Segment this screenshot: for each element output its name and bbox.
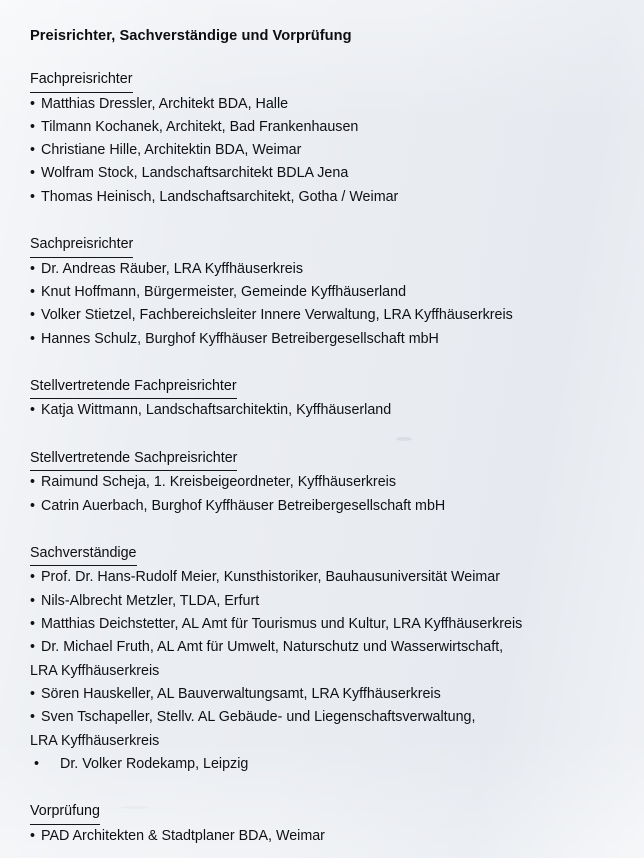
bullet-glyph: • <box>30 402 36 419</box>
list-item <box>30 636 644 683</box>
spacer <box>30 351 644 374</box>
section-list <box>30 258 644 351</box>
list-item-text: Thomas Heinisch, Landschaftsarchitekt, Gotha / Weimar <box>41 188 399 205</box>
list-item <box>30 258 644 281</box>
list-item-text: Hannes Schulz, Burghof Kyffhäuser Betreibergesellschaft mbH <box>41 330 439 347</box>
list-item <box>30 825 644 848</box>
section-sachpreisrichter <box>30 232 644 350</box>
section-heading: Sachpreisrichter <box>30 233 133 257</box>
bullet-glyph: • <box>30 260 36 277</box>
section-heading-row <box>30 374 644 399</box>
section-list <box>30 566 644 776</box>
page-title: Preisrichter, Sachverständige und Vorprüfung <box>30 28 352 44</box>
list-item-continuation: LRA Kyffhäuserkreis <box>30 732 160 749</box>
bullet-glyph: • <box>30 118 36 135</box>
list-item <box>30 471 644 494</box>
spacer <box>30 518 644 541</box>
list-item-text: Tilmann Kochanek, Architekt, Bad Frankenhausen <box>41 118 359 135</box>
section-list <box>30 93 644 209</box>
section-stellvertretende-fachpreisrichter <box>30 374 644 423</box>
section-stellvertretende-sachpreisrichter <box>30 446 644 518</box>
bullet-glyph: • <box>30 307 36 324</box>
spacer <box>30 423 644 446</box>
list-item-text: Christiane Hille, Architektin BDA, Weimar <box>41 142 302 159</box>
list-item-text: Dr. Michael Fruth, AL Amt für Umwelt, Naturschutz und Wasserwirtschaft, <box>41 639 504 656</box>
bullet-glyph: • <box>30 569 36 586</box>
section-heading: Sachverständige <box>30 542 137 566</box>
list-item <box>30 328 644 351</box>
section-list <box>30 399 644 422</box>
document-body <box>30 0 644 848</box>
bullet-glyph: • <box>30 142 36 159</box>
list-item <box>30 613 644 636</box>
list-item <box>30 281 644 304</box>
list-item <box>30 399 644 422</box>
list-item <box>30 566 644 589</box>
spacer <box>30 45 644 67</box>
list-item-text: Dr. Andreas Räuber, LRA Kyffhäuserkreis <box>41 260 303 277</box>
bullet-glyph: • <box>30 616 36 633</box>
bullet-glyph: • <box>30 330 36 347</box>
list-item <box>30 683 644 706</box>
list-item-continuation: LRA Kyffhäuserkreis <box>30 662 160 679</box>
list-item-text: Volker Stietzel, Fachbereichsleiter Innere Verwaltung, LRA Kyffhäuserkreis <box>41 307 513 324</box>
list-item-text: Matthias Deichstetter, AL Amt für Tourismus und Kultur, LRA Kyffhäuserkreis <box>41 616 523 633</box>
bullet-glyph: • <box>30 592 36 609</box>
bullet-glyph: • <box>30 827 36 844</box>
list-item-text: Prof. Dr. Hans-Rudolf Meier, Kunsthistoriker, Bauhausuniversität Weimar <box>41 569 501 586</box>
bullet-glyph: • <box>30 283 36 300</box>
bullet-glyph: • <box>30 639 36 656</box>
section-list <box>30 825 644 848</box>
list-item <box>30 495 644 518</box>
list-item-text: Wolfram Stock, Landschaftsarchitekt BDLA Jena <box>41 165 349 182</box>
list-item <box>30 139 644 162</box>
bullet-glyph: • <box>34 755 40 772</box>
list-item-text: Dr. Volker Rodekamp, Leipzig <box>60 755 249 772</box>
bullet-glyph: • <box>30 709 36 726</box>
section-sachverstaendige <box>30 541 644 776</box>
bullet-glyph: • <box>30 188 36 205</box>
list-item <box>30 162 644 185</box>
list-item-text: Sören Hauskeller, AL Bauverwaltungsamt, LRA Kyffhäuserkreis <box>41 685 441 702</box>
section-vorpruefung <box>30 799 644 848</box>
section-heading-row <box>30 799 644 824</box>
list-item-text: Raimund Scheja, 1. Kreisbeigeordneter, Kyffhäuserkreis <box>41 474 396 491</box>
list-item <box>30 753 644 776</box>
section-heading: Fachpreisrichter <box>30 68 133 92</box>
section-heading-row <box>30 67 644 92</box>
section-fachpreisrichter <box>30 67 644 209</box>
list-item <box>30 116 644 139</box>
list-item <box>30 93 644 116</box>
list-item-text: Catrin Auerbach, Burghof Kyffhäuser Betreibergesellschaft mbH <box>41 497 446 514</box>
list-item-text: Nils-Albrecht Metzler, TLDA, Erfurt <box>41 592 260 609</box>
list-item-text: Katja Wittmann, Landschaftsarchitektin, Kyffhäuserland <box>41 402 392 419</box>
bullet-glyph: • <box>30 474 36 491</box>
list-item-text: PAD Architekten & Stadtplaner BDA, Weimar <box>41 827 325 844</box>
spacer <box>30 776 644 799</box>
list-item-text: Knut Hoffmann, Bürgermeister, Gemeinde Kyffhäuserland <box>41 283 407 300</box>
section-heading-row <box>30 446 644 471</box>
spacer <box>30 209 644 232</box>
list-item-text: Sven Tschapeller, Stellv. AL Gebäude- und Liegenschaftsverwaltung, <box>41 709 476 726</box>
section-heading: Stellvertretende Fachpreisrichter <box>30 375 237 399</box>
list-item <box>30 304 644 327</box>
section-heading-row <box>30 232 644 257</box>
list-item <box>30 186 644 209</box>
section-list <box>30 471 644 518</box>
section-heading: Stellvertretende Sachpreisrichter <box>30 447 237 471</box>
bullet-glyph: • <box>30 497 36 514</box>
list-item-text: Matthias Dressler, Architekt BDA, Halle <box>41 95 289 112</box>
section-heading-row <box>30 541 644 566</box>
bullet-glyph: • <box>30 685 36 702</box>
bullet-glyph: • <box>30 95 36 112</box>
list-item <box>30 706 644 753</box>
list-item <box>30 590 644 613</box>
bullet-glyph: • <box>30 165 36 182</box>
section-heading: Vorprüfung <box>30 800 100 824</box>
